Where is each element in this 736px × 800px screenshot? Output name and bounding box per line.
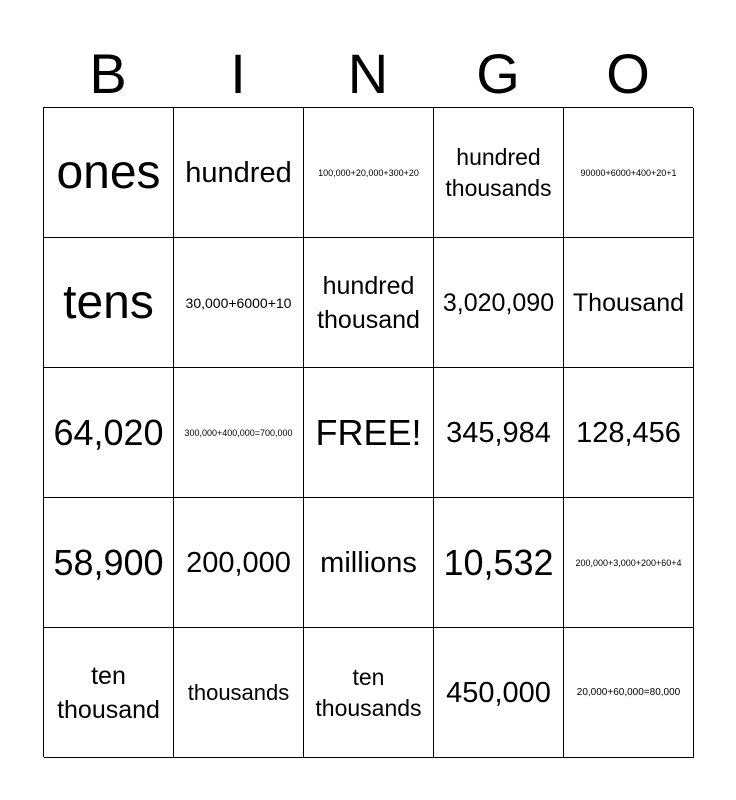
bingo-header [43,40,693,108]
bingo-cell[interactable]: 30,000+6000+10 [174,238,304,368]
header-letter-i: I [230,42,246,105]
bingo-cell[interactable]: millions [304,498,434,628]
bingo-cell[interactable]: 10,532 [434,498,564,628]
bingo-cell[interactable]: 90000+6000+400+20+1 [564,108,694,238]
header-letter-o: O [606,42,650,105]
bingo-cell[interactable]: 200,000+3,000+200+60+4 [564,498,694,628]
header-letter-b: B [89,42,127,105]
bingo-cell[interactable]: 128,456 [564,368,694,498]
bingo-cell[interactable]: 200,000 [174,498,304,628]
bingo-cell[interactable]: ten thousand [44,628,174,758]
bingo-cell[interactable]: 64,020 [44,368,174,498]
bingo-cell[interactable]: tens [44,238,174,368]
header-letter-g: G [476,42,520,105]
bingo-cell[interactable]: 450,000 [434,628,564,758]
bingo-cell[interactable]: ten thousands [304,628,434,758]
bingo-cell[interactable]: 20,000+60,000=80,000 [564,628,694,758]
bingo-cell[interactable]: hundred thousand [304,238,434,368]
bingo-cell[interactable]: hundred [174,108,304,238]
header-letter-n: N [347,42,389,105]
bingo-card-grid [43,107,693,757]
bingo-cell[interactable]: 345,984 [434,368,564,498]
bingo-cell[interactable]: Thousand [564,238,694,368]
bingo-cell[interactable]: 300,000+400,000=700,000 [174,368,304,498]
bingo-cell[interactable]: 58,900 [44,498,174,628]
bingo-cell[interactable]: ones [44,108,174,238]
free-space[interactable]: FREE! [304,368,434,498]
bingo-cell[interactable]: 3,020,090 [434,238,564,368]
bingo-cell[interactable]: hundred thousands [434,108,564,238]
bingo-cell[interactable]: 100,000+20,000+300+20 [304,108,434,238]
bingo-cell[interactable]: thousands [174,628,304,758]
